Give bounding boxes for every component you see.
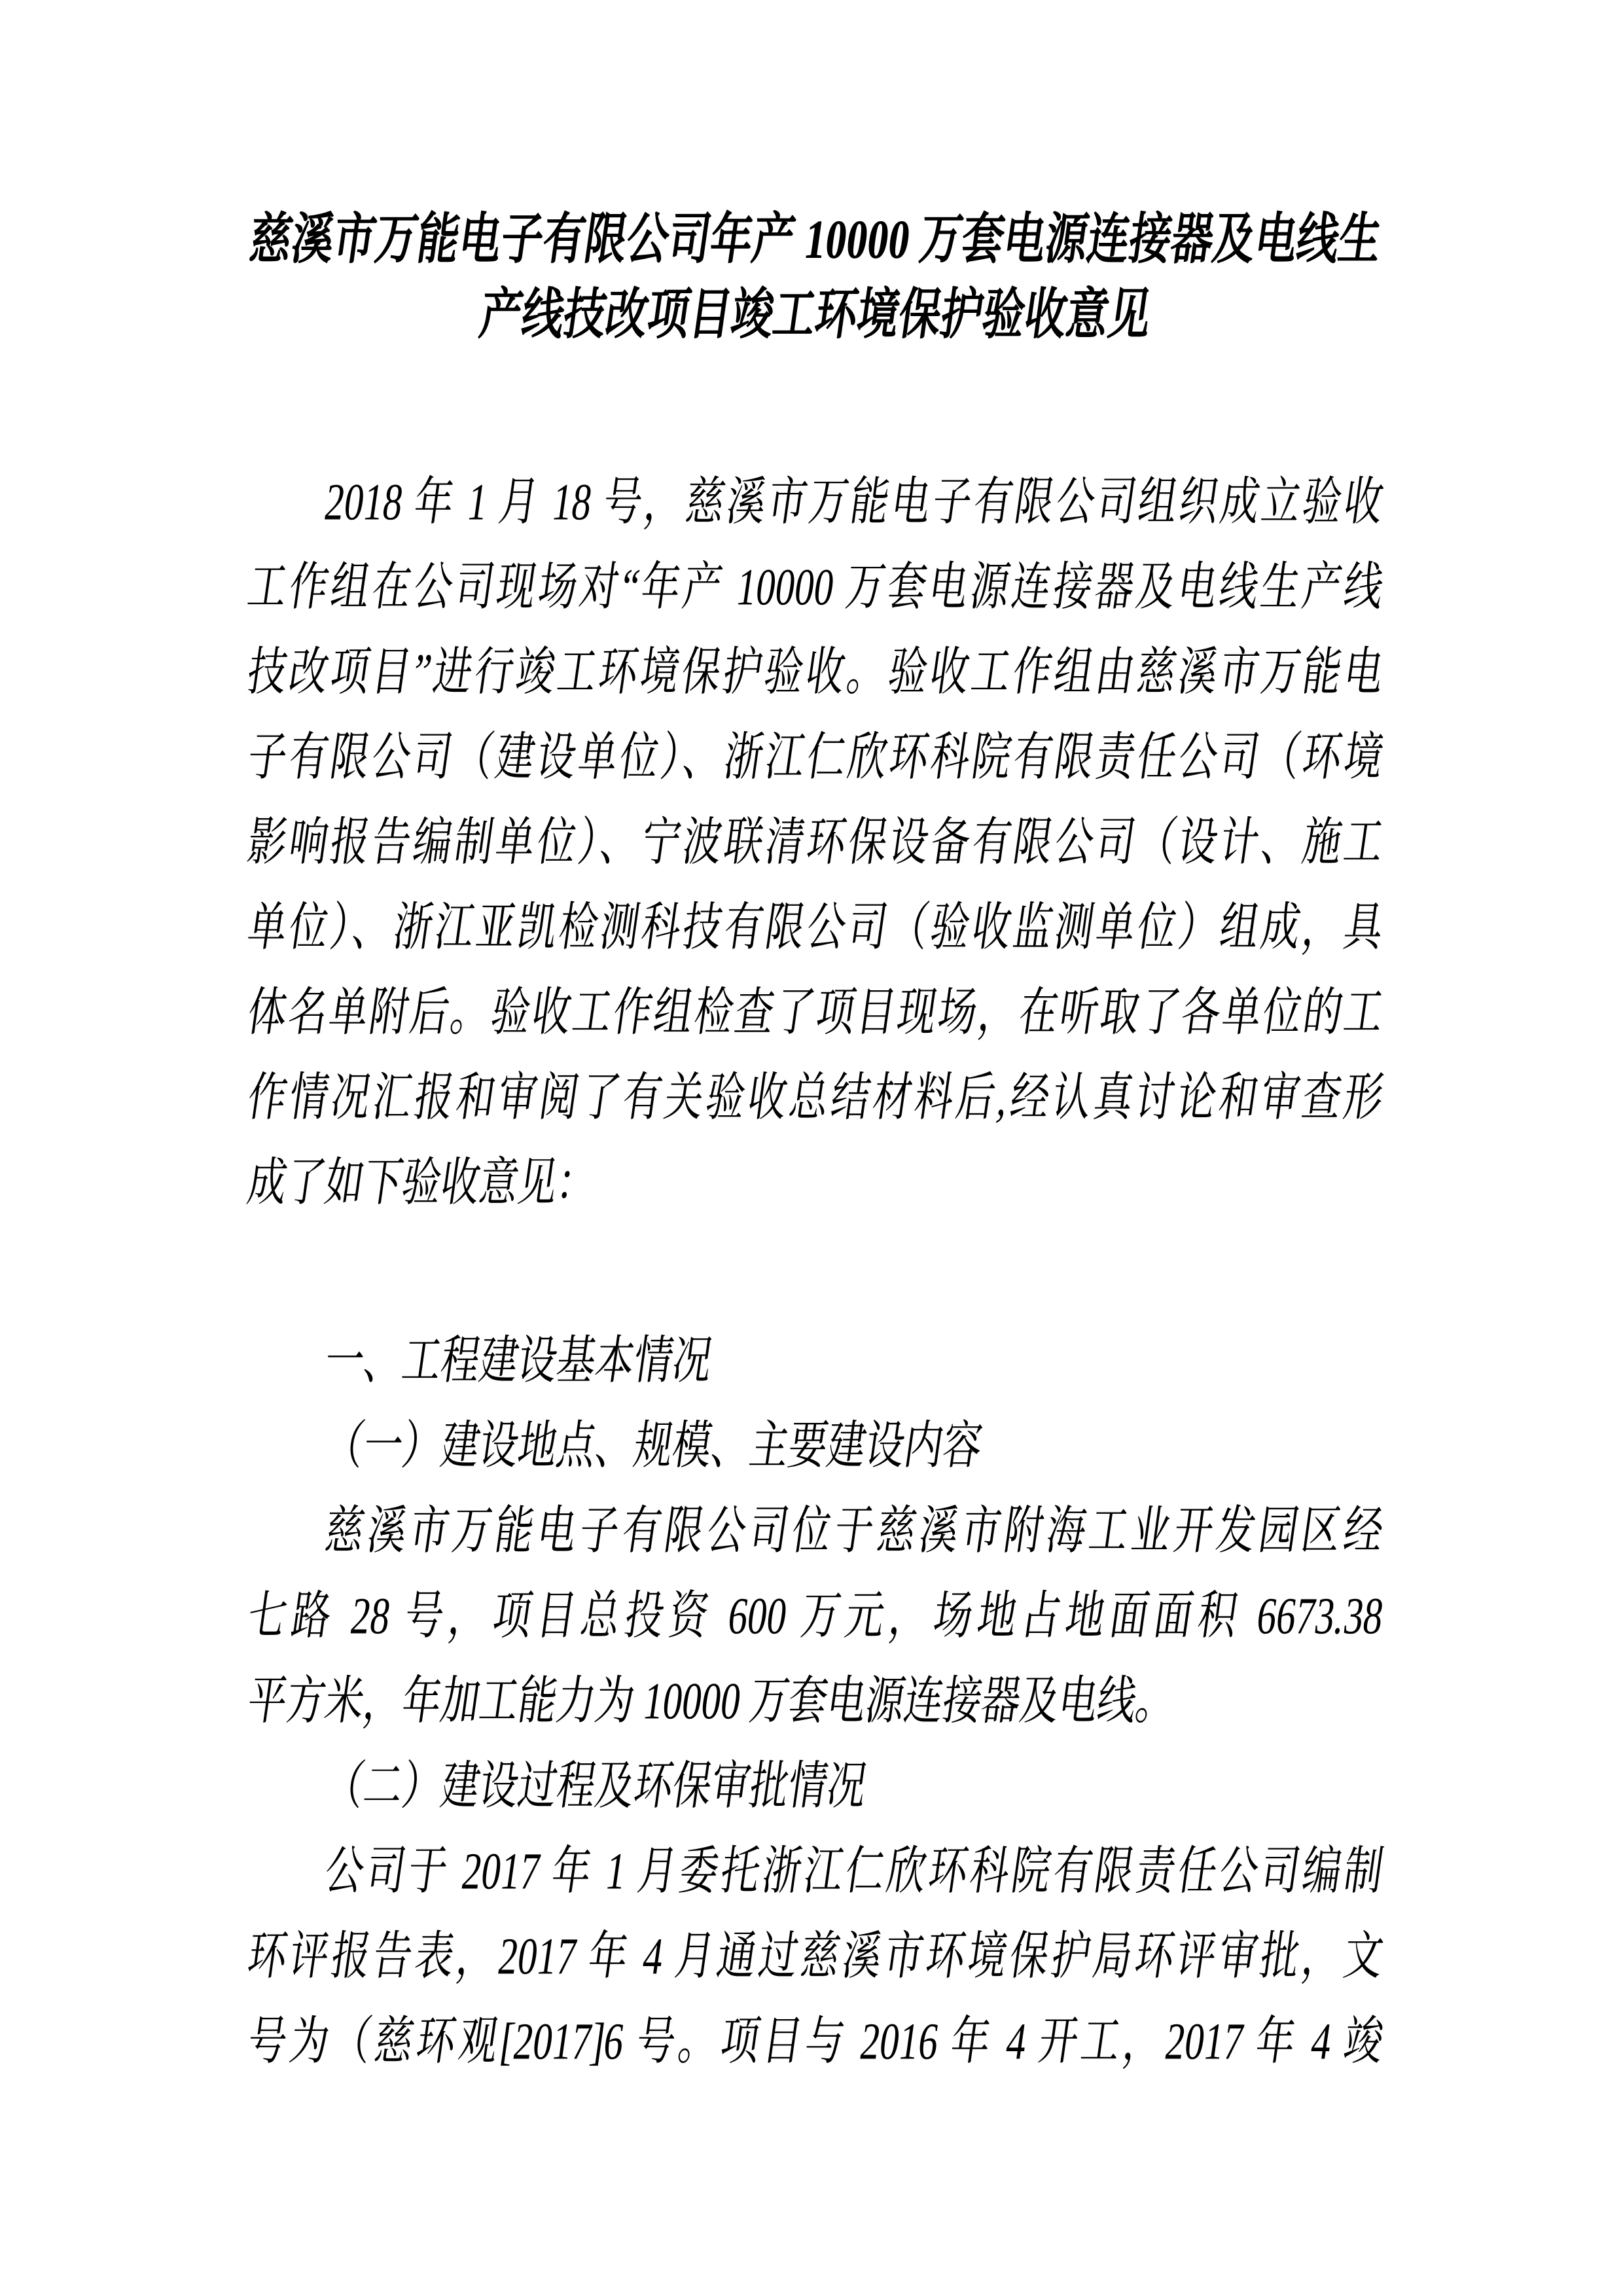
section-1-heading: 一、工程建设基本情况 <box>321 1331 716 1390</box>
intro-line-3: 技改项目”进行竣工环境保护验收。验收工作组由慈溪市万能电 <box>243 643 1387 702</box>
intro-line-8: 作情况汇报和审阅了有关验收总结材料后,经认真讨论和审查形 <box>243 1068 1387 1127</box>
document-title <box>245 203 1385 353</box>
subsection-1-heading: （一）建设地点、规模、主要建设内容 <box>321 1416 986 1475</box>
intro-line-6: 单位）、浙江亚凯检测科技有限公司（验收监测单位）组成，具 <box>243 898 1387 957</box>
subsection-2-line-2: 环评报告表，2017 年 4 月通过慈溪市环境保护局环评审批，文 <box>243 1927 1387 1986</box>
subsection-1-line-2: 七路 28 号，项目总投资 600 万元，场地占地面面积 6673.38 <box>243 1587 1387 1645</box>
subsection-2-line-1: 公司于 2017 年 1 月委托浙江仁欣环科院有限责任公司编制 <box>321 1842 1387 1901</box>
subsection-2-heading: （二）建设过程及环保审批情况 <box>321 1757 870 1816</box>
section-1 <box>243 1319 1387 2085</box>
subsection-2-line-3: 号为（慈环观[2017]6 号。项目与 2016 年 4 开工，2017 年 4 竣 <box>243 2012 1387 2071</box>
title-line-2: 产线技改项目竣工环境保护验收意见 <box>476 283 1155 346</box>
title-line-1: 慈溪市万能电子有限公司年产 10000 万套电源连接器及电线生 <box>245 208 1385 270</box>
intro-line-2: 工作组在公司现场对“年产 10000 万套电源连接器及电线生产线 <box>243 558 1387 617</box>
intro-line-1: 2018 年 1 月 18 号，慈溪市万能电子有限公司组织成立验收 <box>321 473 1387 531</box>
intro-line-5: 影响报告编制单位）、宁波联清环保设备有限公司（设计、施工 <box>243 813 1387 872</box>
subsection-1-line-3: 平方米，年加工能力为 10000 万套电源连接器及电线。 <box>243 1672 1179 1731</box>
intro-line-4: 子有限公司（建设单位）、浙江仁欣环科院有限责任公司（环境 <box>243 728 1387 787</box>
subsection-1-line-1: 慈溪市万能电子有限公司位于慈溪市附海工业开发园区经 <box>321 1501 1387 1560</box>
intro-paragraph <box>243 461 1387 1227</box>
intro-line-9: 成了如下验收意见： <box>243 1153 600 1212</box>
intro-line-7: 体名单附后。验收工作组检查了项目现场，在听取了各单位的工 <box>243 983 1387 1042</box>
